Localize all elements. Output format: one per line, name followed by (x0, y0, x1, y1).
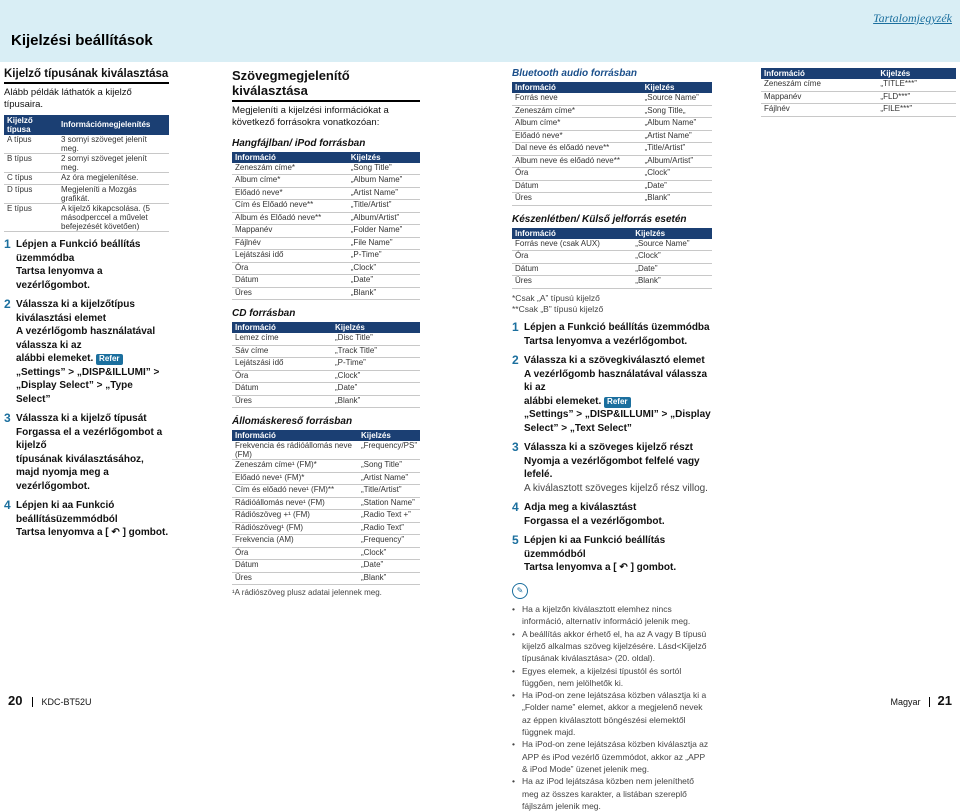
table-cell: Üres (232, 572, 358, 585)
table-row (512, 193, 712, 206)
table-cell: Üres (232, 287, 348, 300)
table-row (232, 237, 420, 250)
table-row (232, 522, 420, 535)
table-cell: „Date” (332, 383, 420, 396)
table-header-cell: Kijelzés (642, 82, 712, 93)
page-number: 21 (937, 693, 952, 708)
table-cell: „Frequency/PS” (358, 441, 420, 460)
step-item (4, 499, 169, 540)
table-row (512, 155, 712, 168)
table-cell: C típus (4, 172, 58, 185)
table-header-cell: Információ (232, 430, 358, 441)
table-cell: Album neve és előadó neve** (512, 155, 642, 168)
note-item: • Ha az iPod lejátszása közben nem jeleníthető meg az összes karakter, a listában szereplő fájlszám jelenik meg. (512, 775, 712, 812)
ipod-table (232, 152, 420, 301)
table-cell: Rádióállomás neve¹ (FM) (232, 497, 358, 510)
table-row (232, 497, 420, 510)
table-row (512, 118, 712, 131)
note-item: • Ha a kijelzőn kiválasztott elemhez nincs információ, alternatív információ jelenik meg. (512, 603, 712, 628)
table-cell: „Folder Name” (348, 225, 420, 238)
table-cell: „TITLE***” (877, 79, 956, 91)
table-cell: „Album Name” (348, 175, 420, 188)
table-row (512, 180, 712, 193)
table-row (4, 153, 169, 172)
step-item (4, 238, 169, 292)
table-cell: Dátum (512, 263, 632, 276)
cd-heading: CD forrásban (232, 308, 296, 320)
table-cell: „Date” (632, 263, 712, 276)
table-header-cell: Információ (232, 152, 348, 163)
table-row (232, 275, 420, 288)
section-title: Szövegmegjelenítő kiválasztása (232, 68, 420, 102)
section-intro: Alább példák láthatók a kijelző típusaira. (4, 87, 132, 111)
step-text: Forgassa el a vezérlőgombot. (524, 515, 665, 527)
table-row (4, 135, 169, 154)
table-cell: „Clock” (348, 262, 420, 275)
table-cell: Fájlnév (761, 104, 877, 117)
step-item (512, 534, 712, 575)
table-row (232, 395, 420, 408)
table-row (232, 547, 420, 560)
table-row (512, 130, 712, 143)
table-cell: „Artist Name” (358, 472, 420, 485)
column-text-select (232, 68, 420, 597)
table-row (232, 262, 420, 275)
table-row (232, 175, 420, 188)
toc-link[interactable]: Tartalomjegyzék (873, 11, 952, 25)
tuner-heading: Állomáskereső forrásban (232, 416, 353, 428)
step-text: Forgassa el a vezérlőgombot a kijelző (16, 426, 163, 452)
table-cell: Dátum (232, 275, 348, 288)
table-cell: „Song Title„ (642, 105, 712, 118)
step-title: Lépjen a Funkció beállítás üzemmódba (524, 322, 710, 334)
step-title: Lépjen a Funkció beállítás üzemmódba (16, 239, 141, 264)
table-header-cell: Információ (512, 82, 642, 93)
table-cell: Lejátszási idő (232, 358, 332, 371)
table-cell: Dátum (232, 383, 332, 396)
table-cell: A kijelző kikapcsolása. (5 másodperccel a művelet befejezését követően) (58, 204, 169, 232)
table-cell: A típus (4, 135, 58, 154)
step-item (4, 412, 169, 493)
table-cell: Frekvencia és rádióállomás neve (FM) (232, 441, 358, 460)
table-header-row (232, 322, 420, 333)
footer-right (891, 693, 952, 708)
table-cell: „Artist Name” (642, 130, 712, 143)
table-cell: Frekvencia (AM) (232, 535, 358, 548)
step-title: Válassza ki a szöveges kijelző részt (524, 442, 693, 454)
step-number: 4 (512, 500, 519, 515)
column-extra-table (761, 68, 956, 117)
column-bt (512, 68, 712, 812)
table-row (232, 358, 420, 371)
table-cell: „Album Name” (642, 118, 712, 131)
table-header-cell: Kijelzés (348, 152, 420, 163)
note-icon: ✎ (512, 583, 528, 599)
table-cell: „P-Time” (332, 358, 420, 371)
table-cell: „Date” (348, 275, 420, 288)
table-header-cell: Kijelző típusa (4, 115, 58, 135)
footnote-line: **Csak „B” típusú kijelző (512, 303, 604, 314)
table-row (512, 105, 712, 118)
step-body (16, 412, 169, 493)
table-cell: 2 sornyi szöveget jelenít meg. (58, 153, 169, 172)
note-item: • Egyes elemek, a kijelzési típustól és sortól függően, nem jelölhetők ki. (512, 665, 712, 690)
table-cell: „Frequency” (358, 535, 420, 548)
step-text: Tartsa lenyomva a [ ↶ ] gombot. (16, 527, 169, 539)
display-type-table (4, 115, 169, 233)
table-cell: Cím és előadó neve¹ (FM)** (232, 485, 358, 498)
table-cell: „Blank” (642, 193, 712, 206)
table-cell: „Blank” (332, 395, 420, 408)
table-cell: „Source Name” (642, 93, 712, 105)
table-row (232, 333, 420, 345)
step-text: Nyomja a vezérlőgombot felfelé vagy lefelé. (524, 455, 700, 481)
table-cell: „Clock” (642, 168, 712, 181)
table-cell: Dal neve és előadó neve** (512, 143, 642, 156)
language: Magyar (891, 697, 930, 707)
table-cell: 3 sornyi szöveget jelenít meg. (58, 135, 169, 154)
table-cell: Lejátszási idő (232, 250, 348, 263)
table-row (761, 91, 956, 104)
table-row (761, 104, 956, 117)
step-title: Válassza ki a kijelzőtípus kiválasztási elemet (16, 299, 135, 324)
table-cell: Zeneszám címe¹ (FM)* (232, 460, 358, 473)
step-number: 4 (4, 498, 11, 513)
table-row (512, 263, 712, 276)
note-item: • Ha iPod-on zene lejátszása közben kiválasztja az APP és iPod vezérlő üzemmódot, akkor az „APP & iPod Mode” üzenet jelenik meg. (512, 738, 712, 775)
table-row (4, 172, 169, 185)
table-cell: „FILE***” (877, 104, 956, 117)
table-cell: Előadó neve* (232, 187, 348, 200)
table-row (232, 535, 420, 548)
table-header-cell: Információ (512, 228, 632, 239)
step-number: 1 (4, 237, 11, 252)
step-title: Válassza ki a kijelző típusát (16, 413, 147, 425)
step-title: Lépjen ki aa Funkció beállítás üzemmódból (524, 535, 666, 560)
step-text: típusának kiválasztásához, majd nyomja meg a (16, 453, 144, 479)
table-cell: Sáv címe (232, 345, 332, 358)
table-row (232, 460, 420, 473)
table-cell: B típus (4, 153, 58, 172)
step-title: Lépjen ki aa Funkció beállításüzemmódból (16, 500, 118, 525)
table-row (512, 93, 712, 105)
table-cell: „Blank” (348, 287, 420, 300)
table-header-row (761, 68, 956, 79)
table-cell: „Radio Text +” (358, 510, 420, 523)
step-body (16, 238, 169, 292)
table-row (4, 185, 169, 204)
step-text: A vezérlőgomb használatával válassza ki az (16, 326, 156, 351)
table-cell: Zeneszám címe* (512, 105, 642, 118)
note-item: • Ha iPod-on zene lejátszása közben választja ki a „Folder name” elemet, akkor a megjelenő nevek az éppen kiválasztott böngészési elemektől függnek majd. (512, 689, 712, 738)
step-item (4, 298, 169, 406)
table-cell: Album címe* (232, 175, 348, 188)
table-cell: Előadó neve* (512, 130, 642, 143)
tuner-table (232, 430, 420, 585)
section-title: Kijelző típusának kiválasztása (4, 68, 169, 84)
step-item (512, 321, 712, 348)
table-cell: E típus (4, 204, 58, 232)
step-number: 1 (512, 320, 519, 335)
table-cell: Óra (512, 251, 632, 264)
table-header-row (512, 82, 712, 93)
notes-list (512, 603, 712, 812)
table-cell: „Track Title” (332, 345, 420, 358)
table-header-cell: Kijelzés (358, 430, 420, 441)
table-row (232, 572, 420, 585)
step-note: A kiválasztott szöveges kijelző rész villog. (524, 482, 708, 494)
table-cell: Óra (232, 370, 332, 383)
step-text: Tartsa lenyomva a vezérlőgombot. (16, 266, 103, 291)
step-body (524, 354, 712, 435)
step-title: Válassza ki a szövegkiválasztó elemet (524, 355, 705, 367)
table-row (232, 250, 420, 263)
table-header-row (232, 430, 420, 441)
table-cell: D típus (4, 185, 58, 204)
table-cell: „Clock” (358, 547, 420, 560)
table-row (761, 79, 956, 91)
ipod-heading: Hangfájlban/ iPod forrásban (232, 137, 366, 149)
step-number: 2 (4, 297, 11, 312)
footnote-line: *Csak „A” típusú kijelző (512, 292, 600, 303)
step-number: 5 (512, 533, 519, 548)
step-text: A vezérlőgomb használatával válassza ki az (524, 368, 708, 394)
table-cell: Óra (512, 168, 642, 181)
step-body (524, 321, 710, 348)
standby-table (512, 228, 712, 289)
table-cell: „Song Title” (358, 460, 420, 473)
table-cell: „Title/Artist” (348, 200, 420, 213)
table-cell: Album címe* (512, 118, 642, 131)
step-number: 3 (512, 440, 519, 455)
table-row (512, 143, 712, 156)
table-cell: Az óra megjelenítése. (58, 172, 169, 185)
table-row (232, 472, 420, 485)
step-text: alábbi elemeket. Refer (524, 395, 712, 409)
table-cell: „Album/Artist” (348, 212, 420, 225)
table-header-cell: Kijelzés (877, 68, 956, 79)
table-row (512, 251, 712, 264)
table-row (232, 370, 420, 383)
step-body (524, 534, 712, 575)
table-cell: Óra (232, 262, 348, 275)
table-cell: Cím és Előadó neve** (232, 200, 348, 213)
standby-heading: Készenlétben/ Külső jelforrás esetén (512, 213, 687, 225)
table-cell: „P-Time” (348, 250, 420, 263)
step-item (512, 354, 712, 435)
table-row (512, 276, 712, 289)
table-row (232, 510, 420, 523)
step-text: Tartsa lenyomva a vezérlőgombot. (524, 335, 688, 347)
table-header-cell: Információ (232, 322, 332, 333)
table-cell: „Title/Artist” (642, 143, 712, 156)
step-body (16, 298, 169, 406)
table-cell: Mappanév (232, 225, 348, 238)
table-cell: Forrás neve (512, 93, 642, 105)
footer-left (8, 693, 91, 708)
table-cell: Zeneszám címe (761, 79, 877, 91)
table-cell: „Disc Title” (332, 333, 420, 345)
step-text: Tartsa lenyomva a [ ↶ ] gombot. (524, 562, 677, 574)
table-cell: „Artist Name” (348, 187, 420, 200)
table-cell: Album és Előadó neve** (232, 212, 348, 225)
table-cell: Dátum (512, 180, 642, 193)
table-row (232, 287, 420, 300)
table-cell: Forrás neve (csak AUX) (512, 239, 632, 251)
table-row (232, 225, 420, 238)
column-display-type (4, 68, 169, 540)
table-row (232, 187, 420, 200)
table-cell: Óra (232, 547, 358, 560)
step-body (524, 441, 712, 495)
table-row (512, 168, 712, 181)
bt-heading: Bluetooth audio forrásban (512, 68, 637, 79)
table-row (512, 239, 712, 251)
table-cell: Lemez címe (232, 333, 332, 345)
step-text: alábbi elemeket. Refer (16, 352, 169, 366)
table-cell: „Source Name” (632, 239, 712, 251)
table-cell: Rádiószöveg +¹ (FM) (232, 510, 358, 523)
table-row (232, 560, 420, 573)
table-cell: Üres (232, 395, 332, 408)
table-cell: „Album/Artist” (642, 155, 712, 168)
step-item (512, 501, 712, 528)
table-header-cell: Információmegjelenítés (58, 115, 169, 135)
table-cell: Üres (512, 276, 632, 289)
table-row (232, 345, 420, 358)
table-cell: Fájlnév (232, 237, 348, 250)
table-header-row (4, 115, 169, 135)
table-row (232, 163, 420, 175)
menu-path: „Settings” > „DISP&ILLUMI” > „Display Select” > „Type Select” (16, 366, 160, 405)
table-cell: Mappanév (761, 91, 877, 104)
table-cell: „Station Name” (358, 497, 420, 510)
table-header-cell: Kijelzés (632, 228, 712, 239)
table-cell: „Clock” (332, 370, 420, 383)
steps-list (4, 238, 169, 540)
table-cell: Előadó neve¹ (FM)* (232, 472, 358, 485)
page-title: Kijelzési beállítások (11, 32, 153, 49)
page-number: 20 (8, 693, 23, 708)
table-row (232, 383, 420, 396)
file-info-table (761, 68, 956, 117)
table-cell: „Date” (358, 560, 420, 573)
step-text: vezérlőgombot. (16, 480, 90, 492)
footnotes (512, 293, 712, 316)
table-cell: „FLD***” (877, 91, 956, 104)
table-cell: „Song Title” (348, 163, 420, 175)
step-title: Adja meg a kiválasztást (524, 502, 637, 514)
table-cell: „Radio Text” (358, 522, 420, 535)
table-cell: Dátum (232, 560, 358, 573)
bt-table (512, 82, 712, 206)
step-body (524, 501, 665, 528)
step-body (16, 499, 169, 540)
table-cell: Rádiószöveg¹ (FM) (232, 522, 358, 535)
table-row (232, 441, 420, 460)
table-header-row (232, 152, 420, 163)
table-row (4, 204, 169, 232)
table-header-cell: Információ (761, 68, 877, 79)
page-header (0, 0, 960, 62)
step-number: 2 (512, 353, 519, 368)
table-cell: „File Name” (348, 237, 420, 250)
table-cell: „Clock” (632, 251, 712, 264)
step-item (512, 441, 712, 495)
model-name: KDC-BT52U (32, 697, 91, 707)
table-cell: Zeneszám címe* (232, 163, 348, 175)
cd-table (232, 322, 420, 408)
note-item: • A beállítás akkor érhető el, ha az A vagy B típusú kijelző alkalmas szöveg kijelzésére. Lásd<Kijelző típusának kiválasztása> (20. oldal). (512, 628, 712, 665)
step-number: 3 (4, 411, 11, 426)
steps-list (512, 321, 712, 575)
table-row (232, 200, 420, 213)
table-header-row (512, 228, 712, 239)
refer-badge: Refer (96, 354, 122, 365)
menu-path: „Settings” > „DISP&ILLUMI” > „Display Select” > „Text Select” (524, 409, 711, 434)
table-cell: „Date” (642, 180, 712, 193)
table-row (232, 212, 420, 225)
table-cell: Megjeleníti a Mozgás grafikát. (58, 185, 169, 204)
table-cell: „Blank” (358, 572, 420, 585)
table-cell: Üres (512, 193, 642, 206)
footnote: ¹A rádiószöveg plusz adatai jelennek meg. (232, 588, 382, 598)
table-header-cell: Kijelzés (332, 322, 420, 333)
table-row (232, 485, 420, 498)
refer-badge: Refer (604, 397, 630, 408)
table-cell: „Title/Artist” (358, 485, 420, 498)
section-intro: Megjeleníti a kijelzési információkat a következő forrásokra vonatkozóan: (232, 105, 389, 129)
table-cell: „Blank” (632, 276, 712, 289)
